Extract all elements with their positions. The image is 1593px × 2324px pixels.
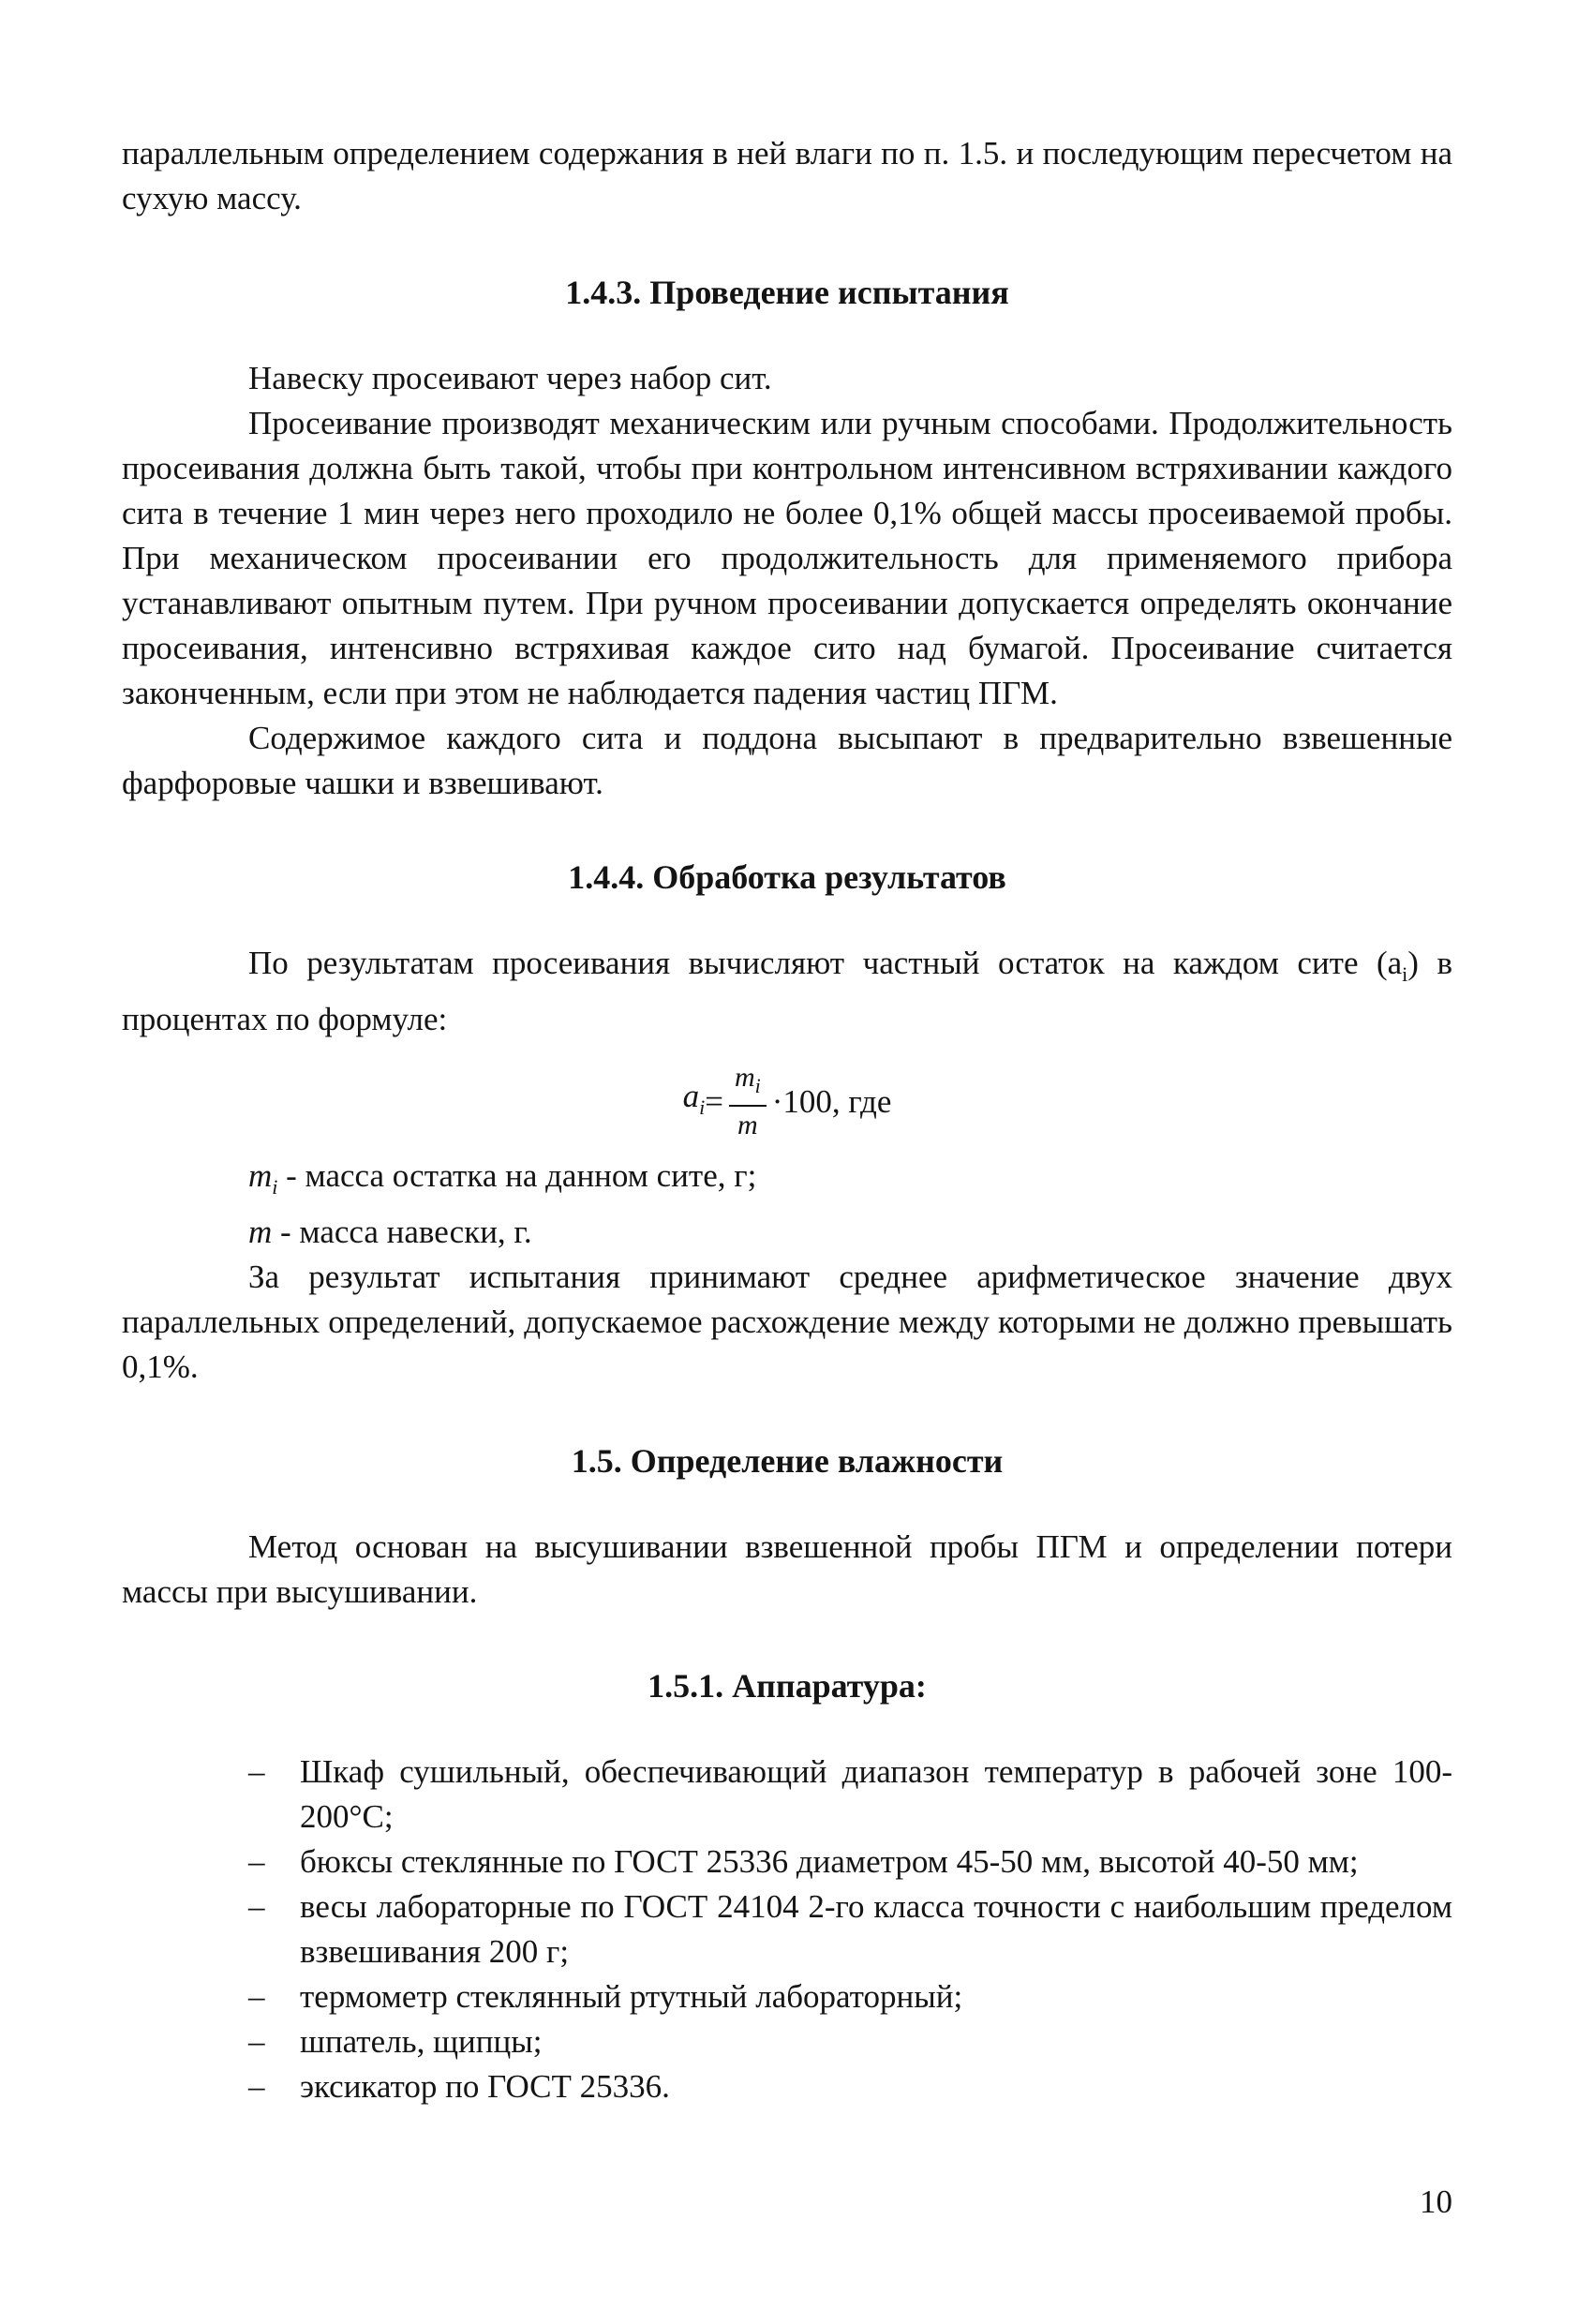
section-heading-1-5-1: 1.5.1. Аппаратура:	[648, 1667, 927, 1705]
paragraph-sieve-set: Навеску просеивают через набор сит.	[248, 360, 772, 396]
definition-m: m - масса навески, г.	[248, 1214, 532, 1250]
paragraph-formula-intro: По результатам просеивания вычисляют частный остаток на каждом сите $(a_i)$ в процентах по формуле:	[122, 945, 1452, 1037]
list-item: – эксикатор по ГОСТ 25336.	[248, 2068, 670, 2105]
paragraph-sieving-method: Просеивание производят механическим или ручным способами. Продолжительность просеивания должна быть такой, чтобы при контрольном интенсивном встряхивании каждого сита в течение 1 мин через него проходило не более 0,1% общей массы просеиваемой пробы. При механическом просеивании его продолжительность для применяемого прибора устанавливают опытным путем. При ручном просеивании допускается определять окончание просеивания, интенсивно встряхивая каждое сито над бумагой. Просеивание считается законченным, если при этом не наблюдается падения частиц ПГМ.	[122, 405, 1452, 711]
paragraph-result: За результат испытания принимают среднее арифметическое значение двух параллельных определений, допускаемое расхождение между которыми не должно превышать 0,1%.	[122, 1259, 1452, 1385]
list-item: – Шкаф сушильный, обеспечивающий диапазон температур в рабочей зоне 100-200°С;	[248, 1753, 1452, 1835]
definition-mi: $m_i$ - масса остатка на данном сите, г;	[248, 1157, 757, 1199]
equipment-list	[122, 1750, 1452, 2109]
formula-fraction: $\frac{m_i}{m}$	[729, 1059, 767, 1144]
section-heading-1-5: 1.5. Определение влажности	[571, 1442, 1004, 1480]
section-heading-1-4-4: 1.4.4. Обработка результатов	[568, 858, 1006, 896]
list-item: – бюксы стеклянные по ГОСТ 25336 диаметром 45-50 мм, высотой 40-50 мм;	[248, 1843, 1359, 1880]
list-item: – шпатель, щипцы;	[248, 2023, 543, 2060]
page-number: 10	[1420, 2183, 1452, 2220]
list-item: – термометр стеклянный ртутный лабораторный;	[248, 1978, 963, 2015]
paragraph-weighing: Содержимое каждого сита и поддона высыпают в предварительно взвешенные фарфоровые чашки и взвешивают.	[122, 720, 1452, 801]
paragraph-method: Метод основан на высушивании взвешенной пробы ПГМ и определении потери массы при высушивании.	[122, 1528, 1452, 1610]
intro-paragraph: параллельным определением содержания в ней влаги по п. 1.5. и последующим пересчетом на сухую массу.	[122, 135, 1452, 216]
formula-residue: $a_i$ = $\frac{m_i}{m}$ ·100, где	[122, 1059, 1452, 1144]
document-page	[122, 131, 1452, 2109]
section-heading-1-4-3: 1.4.3. Проведение испытания	[565, 274, 1009, 311]
list-item: – весы лабораторные по ГОСТ 24104 2-го класса точности с наибольшим пределом взвешивания 200 г;	[248, 1888, 1452, 1970]
